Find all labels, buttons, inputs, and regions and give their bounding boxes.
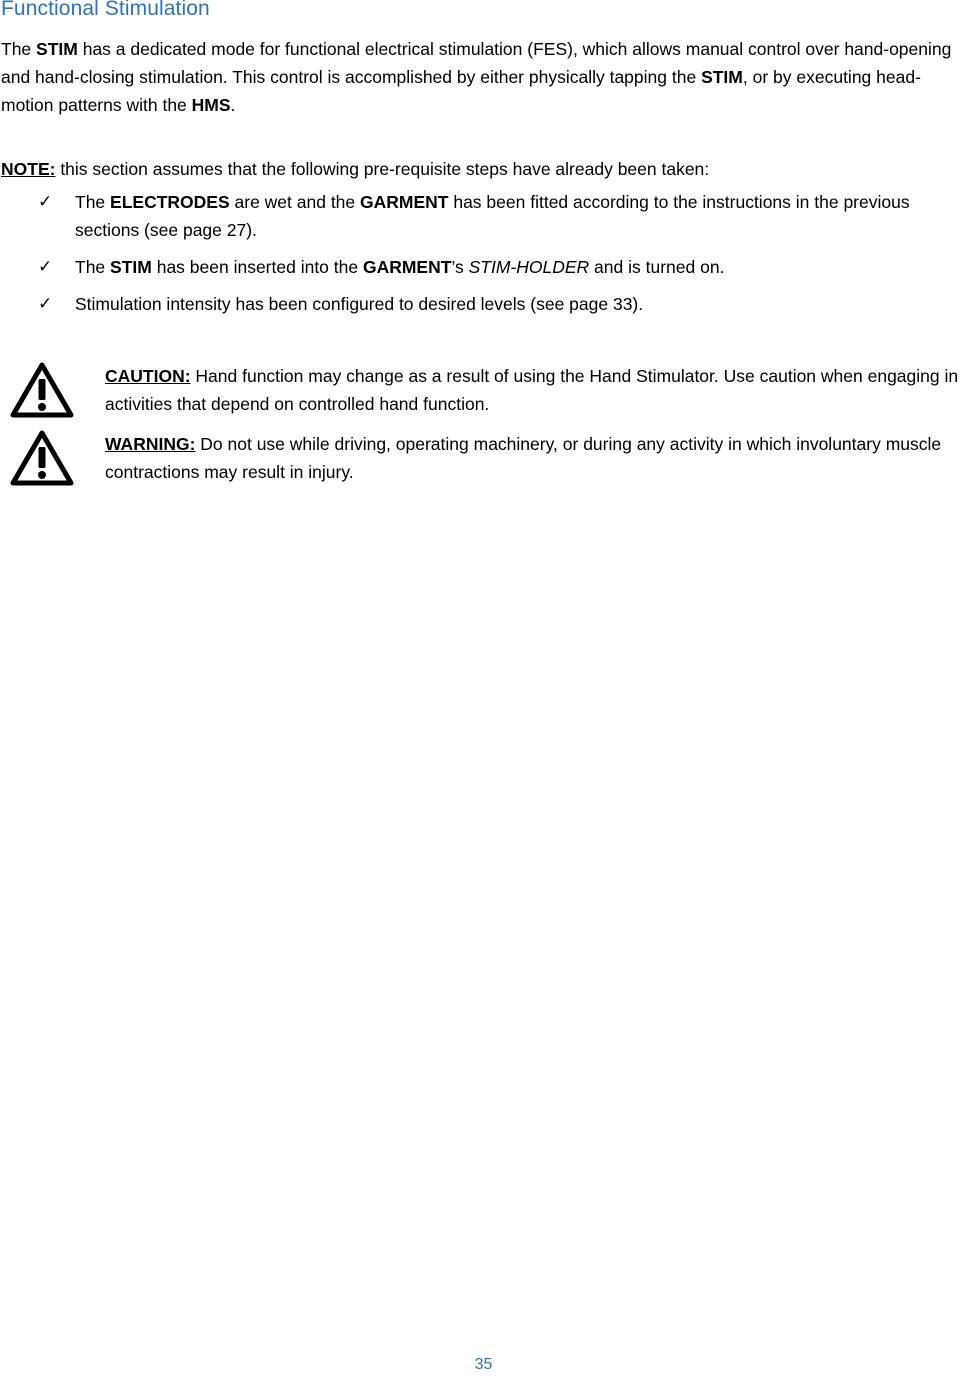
item-text: ’s — [451, 257, 469, 277]
note-label: NOTE: — [1, 159, 56, 179]
warning-body: Do not use while driving, operating machinery, or during any activity in which involuntary muscle contractions may result in injury. — [105, 434, 942, 482]
checklist-item — [0, 188, 967, 244]
caution-text — [105, 362, 963, 418]
prerequisite-checklist — [0, 188, 967, 327]
note-text: this section assumes that the following pre-requisite steps have already been taken: — [55, 159, 710, 179]
stim-holder-term: STIM-HOLDER — [468, 257, 590, 277]
caution-label: CAUTION: — [105, 366, 191, 386]
stim-term: STIM — [110, 257, 152, 277]
intro-text: , or by executing head-motion patterns with the — [1, 67, 921, 115]
item-text: Stimulation intensity has been configured to desired levels (see page 33). — [75, 294, 644, 314]
item-text: The — [75, 192, 111, 212]
item-text: has been inserted into the — [151, 257, 363, 277]
intro-text: has a dedicated mode for functional electrical stimulation (FES), which allows manual control over hand-opening and hand-closing stimulation. This control is accomplished by either physically tapping the — [1, 39, 952, 87]
caution-body: Hand function may change as a result of using the Hand Stimulator. Use caution when engaging in activities that depend on controlled hand function. — [105, 366, 959, 414]
stim-term: STIM — [36, 39, 78, 59]
checkmark-icon: ✓ — [38, 192, 53, 212]
garment-term: GARMENT — [360, 192, 449, 212]
stim-term: STIM — [701, 67, 743, 87]
checkmark-icon: ✓ — [38, 294, 53, 314]
hms-term: HMS — [191, 95, 231, 115]
warning-triangle-icon — [10, 362, 74, 418]
intro-text: . — [230, 95, 236, 115]
checklist-item — [0, 290, 967, 318]
note-paragraph — [1, 155, 963, 183]
item-text: has been fitted according to the instructions in the previous sections (see page 27). — [75, 192, 910, 240]
intro-text: The — [1, 39, 37, 59]
warning-text — [105, 430, 963, 486]
item-text: and is turned on. — [589, 257, 725, 277]
garment-term: GARMENT — [362, 257, 452, 277]
section-title: Functional Stimulation — [1, 0, 210, 20]
warning-label: WARNING: — [105, 434, 196, 454]
checkmark-icon: ✓ — [38, 257, 53, 277]
electrodes-term: ELECTRODES — [110, 192, 230, 212]
page-number: 35 — [474, 1356, 493, 1373]
checklist-item — [0, 253, 967, 281]
item-text: are wet and the — [229, 192, 361, 212]
intro-paragraph — [1, 35, 963, 119]
warning-triangle-icon — [10, 430, 74, 486]
item-text: The — [75, 257, 111, 277]
